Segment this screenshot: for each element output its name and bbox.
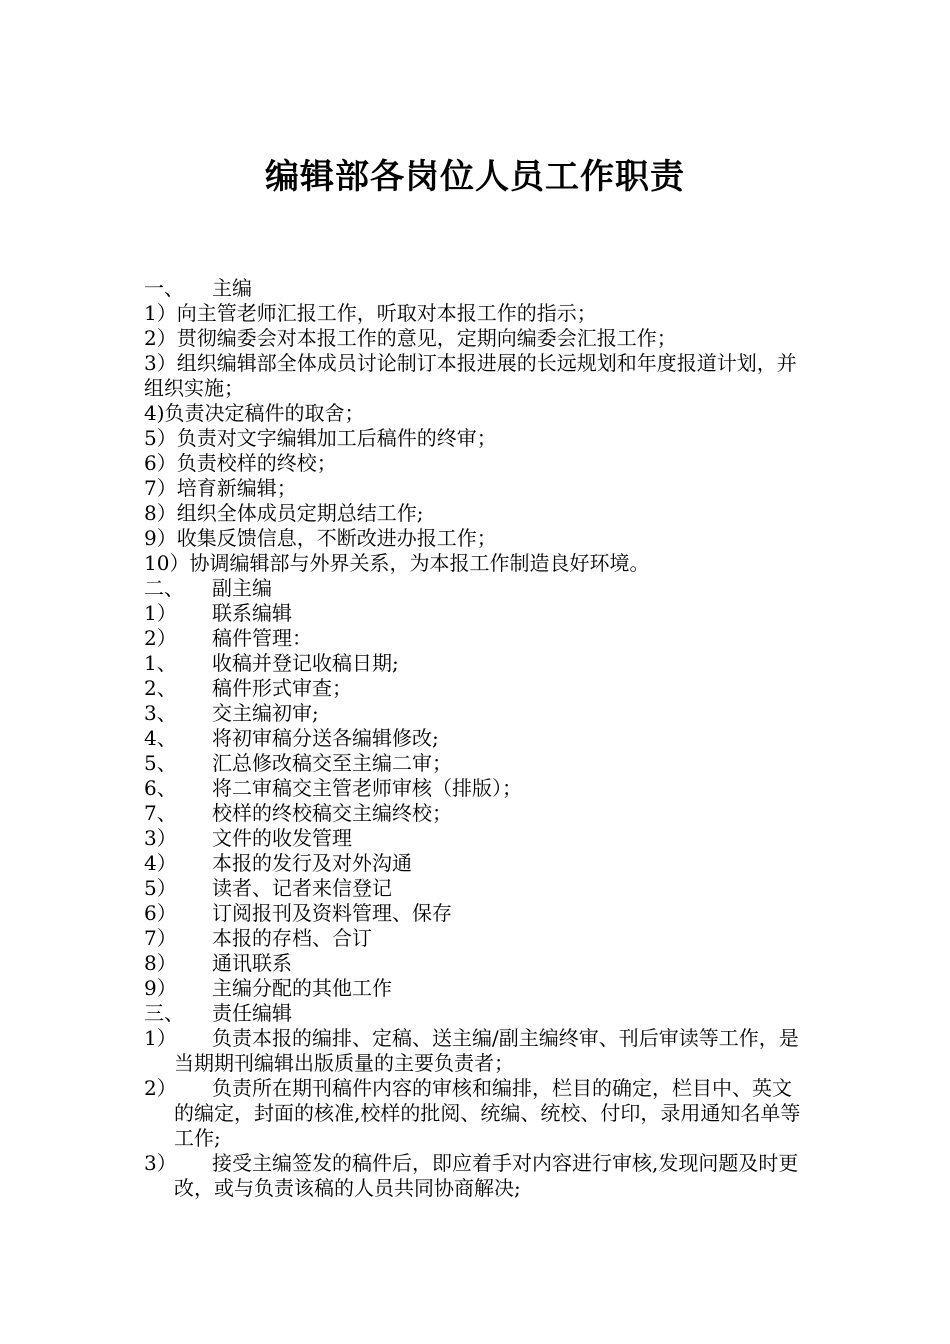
- list-item-number: 3）: [144, 1151, 177, 1175]
- list-item-text: 收稿并登记收稿日期;: [212, 651, 399, 675]
- list-item: [144, 826, 816, 851]
- list-item: 7）培育新编辑；: [144, 476, 297, 500]
- section-title: 副主编: [212, 576, 272, 600]
- list-item-number: 7、: [144, 801, 177, 825]
- list-item-number: 2、: [144, 676, 177, 700]
- list-item: [144, 976, 816, 1001]
- list-item-text: 文件的收发管理: [212, 826, 352, 850]
- list-item-text: 本报的发行及对外沟通: [212, 851, 412, 875]
- list-item-text: 负责所在期刊稿件内容的审核和编排，栏目的确定，栏目中、英文的编定，封面的核准,校样的批阅、统编、统校、付印，录用通知名单等工作;: [174, 1076, 801, 1150]
- list-item-text: 通讯联系: [212, 951, 292, 975]
- list-item: [144, 651, 816, 676]
- section-heading-editor-in-chief: [144, 276, 816, 301]
- list-item-number: 8）: [144, 951, 177, 975]
- document-body: [144, 276, 816, 1201]
- list-item-number: 3）: [144, 826, 177, 850]
- list-item: 2）贯彻编委会对本报工作的意见，定期向编委会汇报工作；: [144, 326, 677, 350]
- list-item-number: 2）: [144, 1076, 177, 1100]
- list-item-number: 6、: [144, 776, 177, 800]
- list-item: [144, 726, 816, 751]
- list-item-text: 将二审稿交主管老师审核（排版）；: [212, 776, 522, 800]
- list-item-text: 主编分配的其他工作: [212, 976, 392, 1000]
- list-item-number: 4）: [144, 851, 177, 875]
- list-item: [144, 851, 816, 876]
- list-item: [144, 1026, 816, 1076]
- list-item-number: 1、: [144, 651, 177, 675]
- list-item-number: 1）: [144, 601, 177, 625]
- list-item-number: 2）: [144, 626, 177, 650]
- list-item: [144, 626, 816, 651]
- list-item: 10）协调编辑部与外界关系，为本报工作制造良好环境。: [144, 551, 650, 575]
- list-item-number: 7）: [144, 926, 177, 950]
- list-item: 6）负责校样的终校；: [144, 451, 337, 475]
- section-number: 三、: [144, 1001, 184, 1025]
- list-item-number: 4、: [144, 726, 177, 750]
- list-item: [144, 601, 816, 626]
- list-item-number: 5）: [144, 876, 177, 900]
- list-item: [144, 876, 816, 901]
- section-heading-deputy-editor: [144, 576, 816, 601]
- list-item-text: 校样的终校稿交主编终校；: [212, 801, 452, 825]
- list-item: [144, 776, 816, 801]
- list-item: [144, 701, 816, 726]
- list-item: [144, 926, 816, 951]
- list-item: [144, 751, 816, 776]
- list-item-text: 3）组织编辑部全体成员讨论制订本报进展的长远规划和年度报道计划，并组织实施；: [144, 351, 797, 400]
- list-item-text: 接受主编签发的稿件后，即应着手对内容进行审核,发现问题及时更改，或与负责该稿的人员共同协商解决;: [174, 1151, 799, 1200]
- list-item-number: 1）: [144, 1026, 177, 1050]
- list-item-number: 9）: [144, 976, 177, 1000]
- list-item-text: 将初审稿分送各编辑修改;: [212, 726, 439, 750]
- section-title: 主编: [212, 276, 252, 300]
- list-item-text: 订阅报刊及资料管理、保存: [212, 901, 452, 925]
- list-item: 8）组织全体成员定期总结工作;: [144, 501, 424, 525]
- list-item-text: 汇总修改稿交至主编二审；: [212, 751, 452, 775]
- list-item-text: 本报的存档、合订: [212, 926, 372, 950]
- list-item: [144, 801, 816, 826]
- section-title: 责任编辑: [212, 1001, 292, 1025]
- list-item: [144, 351, 808, 401]
- list-item-text: 读者、记者来信登记: [212, 876, 392, 900]
- list-item: 4)负责决定稿件的取舍；: [144, 401, 365, 425]
- list-item: 5）负责对文字编辑加工后稿件的终审；: [144, 426, 497, 450]
- list-item-text: 联系编辑: [212, 601, 292, 625]
- list-item: [144, 1076, 816, 1151]
- list-item-text: 稿件管理：: [212, 626, 312, 650]
- section-heading-responsible-editor: [144, 1001, 816, 1026]
- list-item-number: 3、: [144, 701, 177, 725]
- document-title: 编辑部各岗位人员工作职责: [265, 157, 685, 197]
- section-number: 一、: [144, 276, 184, 300]
- list-item-text: 稿件形式审查；: [212, 676, 352, 700]
- list-item: 9）收集反馈信息，不断改进办报工作；: [144, 526, 497, 550]
- list-item: [144, 901, 816, 926]
- section-number: 二、: [144, 576, 184, 600]
- list-item: [144, 1151, 816, 1201]
- list-item-number: 5、: [144, 751, 177, 775]
- list-item: [144, 676, 816, 701]
- list-item-number: 6）: [144, 901, 177, 925]
- list-item-text: 负责本报的编排、定稿、送主编/副主编终审、刊后审读等工作，是当期期刊编辑出版质量的主要负责者；: [174, 1026, 799, 1075]
- list-item: 1）向主管老师汇报工作，听取对本报工作的指示；: [144, 301, 597, 325]
- list-item-text: 交主编初审;: [212, 701, 319, 725]
- list-item: [144, 951, 816, 976]
